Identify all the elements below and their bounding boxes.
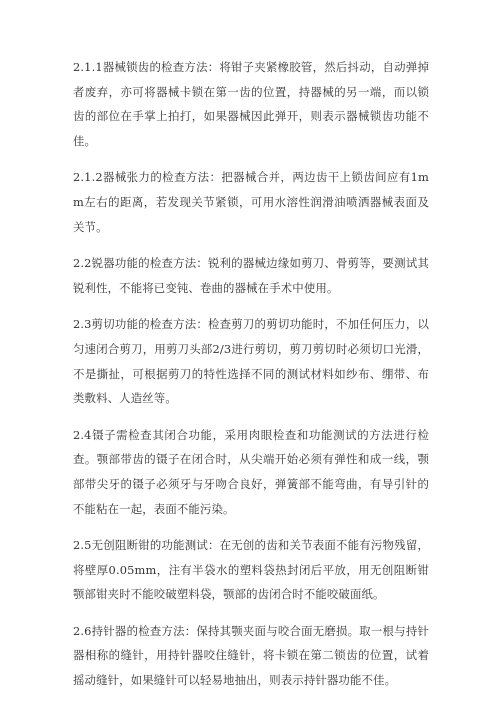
- paragraph-tweezers-closure-check: 2.4镊子需检查其闭合功能，采用肉眼检查和功能测试的方法进行检查。颚部带齿的镊子在闭合时，从尖端开始必须有弹性和成一线，颚部带尖牙的镊子必须牙与牙吻合良好，弹簧部不能弯曲，有导引针的不能粘在一起，表面不能污染。: [73, 427, 429, 516]
- paragraph-atraumatic-clamp-test: 2.5无创阻断钳的功能测试：在无创的齿和关节表面不能有污物残留，将壁厚0.05mm，注有半袋水的塑料袋热封闭后平放，用无创阻断钳颚部钳夹时不能咬破塑料袋，颚部的齿闭合时不能咬破面纸。: [73, 538, 429, 602]
- paragraph-forceps-tension-check: 2.1.2器械张力的检查方法：把器械合并，两边齿干上锁齿间应有1mm左右的距离，若发现关节紧锁，可用水溶性润滑油喷洒器械表面及关节。: [73, 170, 429, 234]
- paragraph-sharp-instrument-check: 2.2锐器功能的检查方法：锐利的器械边缘如剪刀、骨剪等，要测试其锐利性，不能将已变钝、卷曲的器械在手术中使用。: [73, 256, 429, 295]
- paragraph-needle-holder-check: 2.6持针器的检查方法：保持其颚夹面与咬合面无磨损。取一根与持针器相称的缝针，用持针器咬住缝针，将卡锁在第二锁齿的位置，试着摇动缝针，如果缝针可以轻易地抽出，则表示持针器功能不佳。: [73, 623, 429, 688]
- document-body: [73, 55, 429, 705]
- paragraph-forceps-lock-check: 2.1.1器械锁齿的检查方法：将钳子夹紧橡胶管，然后抖动，自动弹掉者废弃，亦可将器械卡锁在第一齿的位置，持器械的另一端，而以锁齿的部位在手掌上拍打，如果器械因此弹开，则表示器械锁齿功能不佳。: [73, 60, 429, 148]
- paragraph-scissors-cutting-check: 2.3剪切功能的检查方法：检查剪刀的剪切功能时，不加任何压力，以匀速闭合剪刀，用剪刀头部2/3进行剪切，剪刀剪切时必须切口光滑，不是撕扯，可根据剪刀的特性选择不同的测试材料如纱布、绷带、布类敷料、人造丝等。: [73, 317, 429, 406]
